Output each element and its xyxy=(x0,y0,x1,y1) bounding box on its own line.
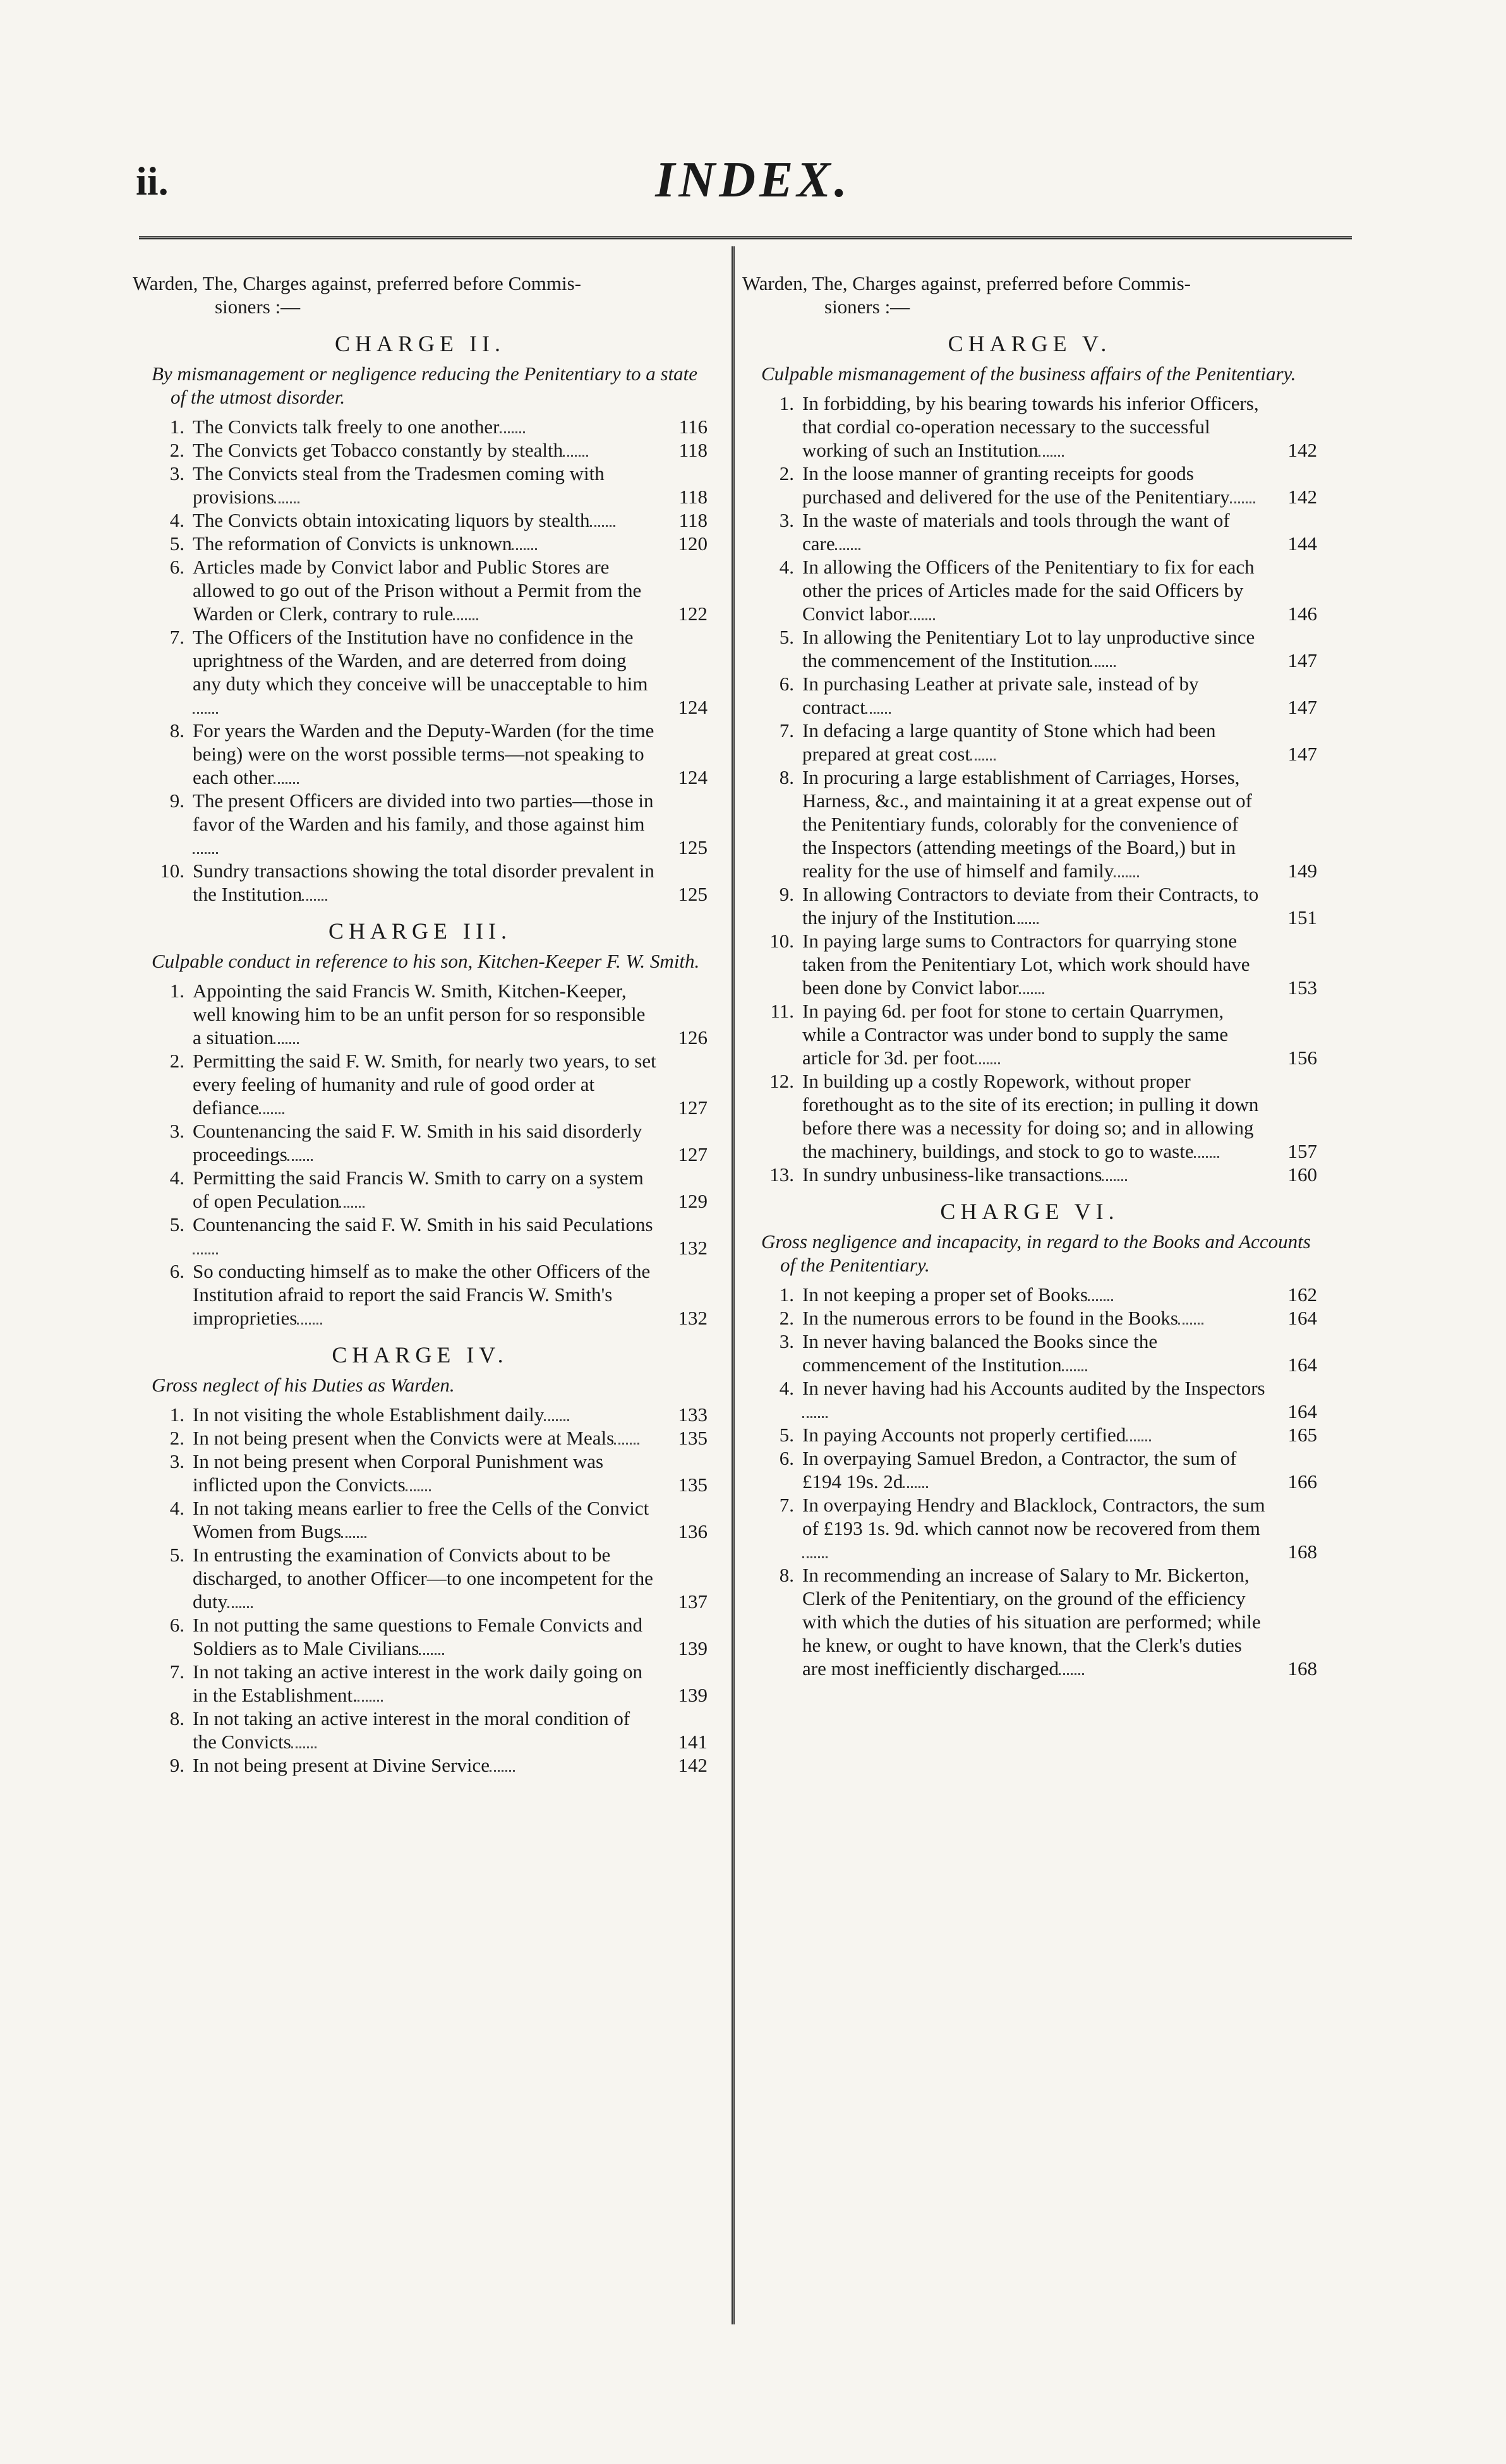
index-entry xyxy=(742,1283,1317,1306)
dot-leader xyxy=(453,618,478,620)
entry-page-number: 162 xyxy=(1287,1283,1317,1306)
index-entry xyxy=(133,462,708,508)
entry-text: In procuring a large establishment of Carriages, Horses, Harness, &c., and maintaining it at a great expense out of the Penitentiary funds, colorably for the convenience of the Inspectors (attending meetings of the Board,) but in reality for the use of himself and family xyxy=(802,766,1252,882)
index-entry xyxy=(133,1213,708,1259)
entry-page-number: 147 xyxy=(1287,696,1317,718)
index-entry xyxy=(742,462,1317,508)
entry-number: 5. xyxy=(169,532,184,555)
index-entry xyxy=(133,625,708,719)
index-entry xyxy=(133,1426,708,1450)
entry-text: In building up a costly Ropework, without proper forethought as to the site of its erection; in pulling it down before there was a necessity for doing so; and in allowing the machinery, buildings, and stock to go to waste xyxy=(802,1070,1259,1162)
dot-leader xyxy=(259,1112,284,1114)
dot-leader xyxy=(1019,992,1044,994)
entry-page-number: 146 xyxy=(1287,603,1317,625)
dot-leader xyxy=(614,1443,639,1445)
entry-page-number: 137 xyxy=(678,1590,708,1613)
index-entry xyxy=(133,1707,708,1753)
index-entry xyxy=(133,979,708,1049)
dot-leader xyxy=(1088,1299,1113,1301)
index-entry xyxy=(133,1450,708,1496)
dot-leader xyxy=(341,1536,366,1538)
charge-subtitle: By mismanagement or negligence reducing the Penitentiary to a state of the utmost disorder. xyxy=(152,363,698,408)
entry-text: The Officers of the Institution have no confidence in the uprightness of the Warden, and are deterred from doing any duty which they conceive will be unacceptable to him xyxy=(193,626,648,695)
dot-leader xyxy=(358,1700,383,1702)
entry-number: 4. xyxy=(779,556,794,578)
entry-page-number: 141 xyxy=(678,1731,708,1753)
entry-text: In defacing a large quantity of Stone which had been prepared at great cost xyxy=(802,719,1216,765)
page-title: INDEX. xyxy=(655,152,851,208)
entry-number: 4. xyxy=(169,1167,184,1189)
entry-page-number: 127 xyxy=(678,1143,708,1165)
entry-number: 9. xyxy=(169,790,184,812)
entry-text: In not visiting the whole Establishment daily xyxy=(193,1403,545,1426)
dot-leader xyxy=(1090,665,1116,667)
index-entry xyxy=(742,1376,1317,1423)
dot-leader xyxy=(590,525,615,527)
dot-leader xyxy=(287,1159,313,1161)
index-entry xyxy=(742,719,1317,766)
index-entry xyxy=(133,1049,708,1119)
index-entry xyxy=(133,1496,708,1543)
dot-leader xyxy=(193,852,218,854)
entry-text: In the loose manner of granting receipts for goods purchased and delivered for the use of the Penitentiary xyxy=(802,462,1230,508)
index-entry xyxy=(742,1493,1317,1563)
entry-page-number: 135 xyxy=(678,1427,708,1449)
index-entry xyxy=(133,438,708,462)
entry-number: 2. xyxy=(779,462,794,484)
index-entry xyxy=(742,929,1317,999)
index-entry xyxy=(133,1166,708,1213)
index-entry xyxy=(742,1306,1317,1330)
entry-page-number: 132 xyxy=(678,1307,708,1329)
index-entry xyxy=(133,719,708,789)
entry-page-number: 164 xyxy=(1287,1354,1317,1376)
dot-leader xyxy=(1013,922,1039,924)
entry-page-number: 160 xyxy=(1287,1163,1317,1186)
index-entry xyxy=(742,999,1317,1069)
entry-text: In never having had his Accounts audited by the Inspectors xyxy=(802,1377,1265,1399)
entry-number: 1. xyxy=(169,980,184,1002)
entry-number: 7. xyxy=(169,626,184,648)
entry-number: 2. xyxy=(169,439,184,461)
index-entry xyxy=(742,555,1317,625)
entry-number: 6. xyxy=(779,673,794,695)
entry-text: In not being present at Divine Service xyxy=(193,1754,490,1776)
entry-text: In paying large sums to Contractors for quarrying stone taken from the Penitentiary Lot, which work should have been done by Convict labor xyxy=(802,930,1250,999)
index-entry xyxy=(133,508,708,532)
entry-page-number: 151 xyxy=(1287,906,1317,929)
dot-leader xyxy=(193,712,218,714)
charge-title: CHARGE IV. xyxy=(332,1342,509,1367)
index-entry xyxy=(742,672,1317,719)
entry-page-number: 166 xyxy=(1287,1470,1317,1493)
entry-text: In not putting the same questions to Female Convicts and Soldiers as to Male Civilians xyxy=(193,1614,643,1659)
entry-page-number: 168 xyxy=(1287,1541,1317,1563)
dot-leader xyxy=(1039,455,1064,457)
entry-text: The Convicts obtain intoxicating liquors by stealth xyxy=(193,509,590,531)
entry-page-number: 118 xyxy=(678,486,708,508)
dot-leader xyxy=(512,548,537,550)
dot-leader xyxy=(910,618,935,620)
entry-text: The present Officers are divided into two parties—those in favor of the Warden and his family, and those against him xyxy=(193,790,654,835)
entry-number: 8. xyxy=(779,766,794,788)
entry-text: In allowing the Penitentiary Lot to lay unproductive since the commencement of the Institution xyxy=(802,626,1255,671)
entry-number: 6. xyxy=(169,1614,184,1636)
index-entry xyxy=(742,1446,1317,1493)
entry-number: 10. xyxy=(160,860,184,882)
dot-leader xyxy=(297,1323,322,1325)
entry-number: 3. xyxy=(779,1330,794,1352)
entry-number: 11. xyxy=(770,1000,794,1022)
charge-section xyxy=(742,1200,1317,1680)
entry-text: In the waste of materials and tools through the want of care xyxy=(802,509,1230,555)
entry-text: In the numerous errors to be found in the Books xyxy=(802,1307,1178,1329)
right-column xyxy=(742,272,1317,1680)
dot-leader xyxy=(903,1486,928,1488)
dot-leader xyxy=(802,1556,828,1558)
column-header: Warden, The, Charges against, preferred before Commis- xyxy=(133,272,581,294)
entry-number: 1. xyxy=(779,392,794,414)
dot-leader xyxy=(975,1062,1000,1064)
index-entry xyxy=(742,392,1317,462)
entry-number: 1. xyxy=(169,416,184,438)
entry-text: In not taking an active interest in the work daily going on in the Establishment. xyxy=(193,1661,642,1706)
index-entry xyxy=(133,555,708,625)
entry-page-number: 139 xyxy=(678,1637,708,1659)
index-entry xyxy=(742,1423,1317,1446)
entry-number: 10. xyxy=(769,930,794,952)
index-entry xyxy=(742,1163,1317,1186)
entry-text: The Convicts steal from the Tradesmen coming with provisions xyxy=(193,462,605,508)
entry-number: 5. xyxy=(779,626,794,648)
entry-text: Permitting the said F. W. Smith, for nearly two years, to set every feeling of humanity and rule of good order at defiance xyxy=(193,1050,656,1119)
index-entry xyxy=(133,789,708,859)
entry-page-number: 120 xyxy=(678,532,708,555)
dot-leader xyxy=(274,782,299,784)
page-number: ii. xyxy=(136,159,169,203)
dot-leader xyxy=(227,1606,253,1608)
entry-number: 9. xyxy=(779,883,794,905)
entry-page-number: 153 xyxy=(1287,977,1317,999)
charge-section xyxy=(133,332,708,906)
dot-leader xyxy=(1126,1439,1151,1441)
entry-text: In allowing Contractors to deviate from their Contracts, to the injury of the Institution xyxy=(802,883,1259,929)
dot-leader xyxy=(970,759,996,760)
entry-number: 1. xyxy=(779,1283,794,1306)
entry-page-number: 144 xyxy=(1287,532,1317,555)
dot-leader xyxy=(1102,1179,1127,1181)
index-entry xyxy=(133,1403,708,1426)
entry-number: 1. xyxy=(169,1403,184,1426)
entry-page-number: 125 xyxy=(678,836,708,858)
entry-page-number: 126 xyxy=(678,1026,708,1049)
index-entry xyxy=(133,1259,708,1330)
charge-subtitle: Gross neglect of his Duties as Warden. xyxy=(152,1374,455,1396)
entry-page-number: 142 xyxy=(678,1754,708,1776)
entry-page-number: 124 xyxy=(678,766,708,788)
entry-text: In overpaying Hendry and Blacklock, Contractors, the sum of £193 1s. 9d. which cannot now be recovered from them xyxy=(802,1494,1265,1539)
charge-subtitle: Culpable conduct in reference to his son, Kitchen-Keeper F. W. Smith. xyxy=(152,950,700,972)
index-entry xyxy=(133,1543,708,1613)
entry-page-number: 136 xyxy=(678,1520,708,1542)
entry-number: 7. xyxy=(779,1494,794,1516)
entry-text: In not taking means earlier to free the Cells of the Convict Women from Bugs xyxy=(193,1497,649,1542)
entry-page-number: 124 xyxy=(678,696,708,718)
entry-text: In allowing the Officers of the Penitentiary to fix for each other the prices of Articles made for the said Officers by Convict labor xyxy=(802,556,1255,625)
entry-text: Appointing the said Francis W. Smith, Kitchen-Keeper, well knowing him to be an unfit person for so responsible a situation xyxy=(193,980,646,1049)
entry-number: 6. xyxy=(169,1260,184,1282)
entry-page-number: 157 xyxy=(1287,1140,1317,1162)
column-header-continued: sioners :— xyxy=(215,296,301,318)
index-entry xyxy=(742,508,1317,555)
entry-number: 5. xyxy=(169,1544,184,1566)
entry-page-number: 142 xyxy=(1287,439,1317,461)
entry-text: In sundry unbusiness-like transactions xyxy=(802,1163,1102,1186)
dot-leader xyxy=(193,1253,218,1254)
entry-number: 8. xyxy=(169,719,184,742)
entry-number: 6. xyxy=(779,1447,794,1469)
dot-leader xyxy=(500,431,525,433)
charge-section xyxy=(133,1343,708,1777)
index-entry xyxy=(133,1753,708,1777)
entry-page-number: 135 xyxy=(678,1474,708,1496)
index-entry xyxy=(133,1660,708,1707)
entry-text: In forbidding, by his bearing towards his inferior Officers, that cordial co-operation necessary to the successful working of such an Institution xyxy=(802,392,1259,461)
entry-number: 4. xyxy=(169,509,184,531)
dot-leader xyxy=(274,502,299,503)
charge-title: CHARGE III. xyxy=(328,918,512,944)
entry-text: The Convicts talk freely to one another xyxy=(193,416,500,438)
entry-text: The Convicts get Tobacco constantly by stealth xyxy=(193,439,563,461)
entry-text: For years the Warden and the Deputy-Warden (for the time being) were on the worst possible terms—not speaking to each other xyxy=(193,719,654,788)
entry-page-number: 122 xyxy=(678,603,708,625)
charges-list xyxy=(742,332,1317,1680)
entry-text: The reformation of Convicts is unknown xyxy=(193,532,512,555)
entry-page-number: 142 xyxy=(1287,486,1317,508)
entry-number: 9. xyxy=(169,1754,184,1776)
dot-leader xyxy=(835,548,860,550)
dot-leader xyxy=(544,1419,569,1421)
charges-list xyxy=(133,332,708,1777)
entry-page-number: 149 xyxy=(1287,860,1317,882)
entry-number: 4. xyxy=(779,1377,794,1399)
entry-text: In never having balanced the Books since the commencement of the Institution xyxy=(802,1330,1158,1376)
dot-leader xyxy=(490,1770,515,1772)
entry-page-number: 132 xyxy=(678,1237,708,1259)
dot-leader xyxy=(419,1653,444,1655)
entry-text: In not being present when the Convicts were at Meals xyxy=(193,1427,615,1449)
entry-page-number: 164 xyxy=(1287,1400,1317,1422)
index-entry xyxy=(742,1330,1317,1376)
index-entry xyxy=(742,625,1317,672)
entry-text: Countenancing the said F. W. Smith in his said Peculations xyxy=(193,1213,653,1235)
index-entry xyxy=(133,532,708,555)
entry-text: In paying Accounts not properly certified xyxy=(802,1424,1126,1446)
entry-number: 2. xyxy=(779,1307,794,1329)
entry-page-number: 125 xyxy=(678,883,708,905)
entry-number: 5. xyxy=(779,1424,794,1446)
entry-page-number: 118 xyxy=(678,439,708,461)
charge-title: CHARGE VI. xyxy=(940,1199,1119,1224)
index-entry xyxy=(133,1613,708,1660)
index-entry xyxy=(742,766,1317,882)
entry-number: 6. xyxy=(169,556,184,578)
entry-number: 3. xyxy=(779,509,794,531)
entry-number: 3. xyxy=(169,1120,184,1142)
entry-number: 7. xyxy=(779,719,794,742)
dot-leader xyxy=(302,899,327,901)
left-column xyxy=(133,272,708,1777)
entry-number: 8. xyxy=(779,1564,794,1586)
index-entry xyxy=(133,415,708,438)
entry-text: In entrusting the examination of Convicts about to be discharged, to another Officer—to one incompetent for the duty xyxy=(193,1544,653,1613)
index-entry xyxy=(742,1069,1317,1163)
entry-text: Articles made by Convict labor and Public Stores are allowed to go out of the Prison without a Permit from the Warden or Clerk, contrary to rule xyxy=(193,556,642,625)
dot-leader xyxy=(1059,1673,1084,1675)
index-entry xyxy=(133,1119,708,1166)
dot-leader xyxy=(1062,1369,1087,1371)
entry-page-number: 168 xyxy=(1287,1657,1317,1680)
charge-subtitle: Gross negligence and incapacity, in regard to the Books and Accounts of the Penitentiary. xyxy=(761,1230,1311,1276)
entry-text: Sundry transactions showing the total disorder prevalent in the Institution xyxy=(193,860,654,905)
entry-page-number: 147 xyxy=(1287,649,1317,671)
dot-leader xyxy=(865,712,891,714)
entry-number: 8. xyxy=(169,1707,184,1729)
entry-text: In purchasing Leather at private sale, instead of by contract xyxy=(802,673,1199,718)
entry-page-number: 129 xyxy=(678,1190,708,1212)
entry-text: In not being present when Corporal Punishment was inflicted upon the Convicts xyxy=(193,1450,604,1496)
index-entry xyxy=(133,859,708,906)
charge-subtitle: Culpable mismanagement of the business affairs of the Penitentiary. xyxy=(761,363,1296,385)
dot-leader xyxy=(802,1416,828,1418)
index-entry xyxy=(742,1563,1317,1680)
charge-section xyxy=(742,332,1317,1186)
charge-title: CHARGE II. xyxy=(335,331,505,356)
dot-leader xyxy=(339,1206,364,1208)
entry-text: So conducting himself as to make the other Officers of the Institution afraid to report the said Francis W. Smith's improprieties xyxy=(193,1260,651,1329)
dot-leader xyxy=(1230,502,1255,503)
dot-leader xyxy=(563,455,588,457)
entry-page-number: 139 xyxy=(678,1684,708,1706)
entry-text: In not taking an active interest in the moral condition of the Convicts xyxy=(193,1707,630,1753)
column-header: Warden, The, Charges against, preferred before Commis- xyxy=(742,272,1191,294)
dot-leader xyxy=(274,1042,299,1044)
entry-number: 3. xyxy=(169,1450,184,1472)
entry-number: 12. xyxy=(769,1070,794,1092)
entry-text: In overpaying Samuel Bredon, a Contractor, the sum of £194 19s. 2d xyxy=(802,1447,1237,1493)
header-rule xyxy=(139,236,1352,239)
index-entry xyxy=(742,882,1317,929)
entry-number: 7. xyxy=(169,1661,184,1683)
entry-text: In paying 6d. per foot for stone to certain Quarrymen, while a Contractor was under bond to supply the same article for 3d. per foot xyxy=(802,1000,1229,1069)
entry-number: 3. xyxy=(169,462,184,484)
entry-text: Permitting the said Francis W. Smith to carry on a system of open Peculation xyxy=(193,1167,644,1212)
entry-number: 2. xyxy=(169,1050,184,1072)
entry-text: Countenancing the said F. W. Smith in his said disorderly proceedings xyxy=(193,1120,642,1165)
column-header-continued: sioners :— xyxy=(824,296,910,318)
charge-section xyxy=(133,920,708,1330)
entry-page-number: 133 xyxy=(678,1403,708,1426)
entry-text: In not keeping a proper set of Books xyxy=(802,1283,1088,1306)
entry-page-number: 147 xyxy=(1287,743,1317,765)
entry-text: In recommending an increase of Salary to Mr. Bickerton, Clerk of the Penitentiary, on the ground of the efficiency with which the duties of his situation are performed; while he knew, or ought to have known, that the Clerk's duties are most inefficiently discharged xyxy=(802,1564,1261,1680)
entry-page-number: 127 xyxy=(678,1097,708,1119)
entry-number: 5. xyxy=(169,1213,184,1235)
column-divider xyxy=(732,246,735,2324)
dot-leader xyxy=(406,1489,431,1491)
entry-page-number: 165 xyxy=(1287,1424,1317,1446)
dot-leader xyxy=(1114,875,1139,877)
entry-number: 4. xyxy=(169,1497,184,1519)
dot-leader xyxy=(1194,1156,1219,1158)
entry-page-number: 116 xyxy=(678,416,708,438)
dot-leader xyxy=(1178,1323,1203,1325)
entry-number: 13. xyxy=(769,1163,794,1186)
dot-leader xyxy=(291,1746,316,1748)
entry-page-number: 164 xyxy=(1287,1307,1317,1329)
entry-page-number: 156 xyxy=(1287,1047,1317,1069)
entry-page-number: 118 xyxy=(678,509,708,531)
charge-title: CHARGE V. xyxy=(948,331,1112,356)
entry-number: 2. xyxy=(169,1427,184,1449)
